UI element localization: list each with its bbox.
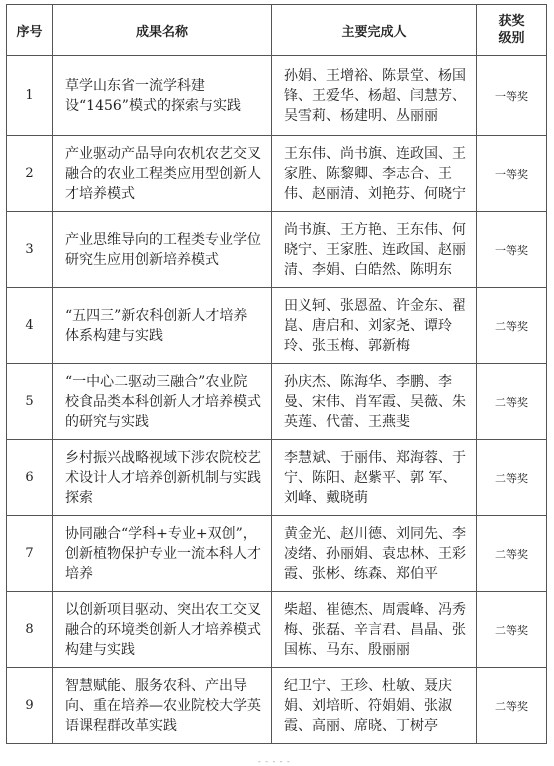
row-index: 9 bbox=[7, 668, 53, 744]
row-index: 4 bbox=[7, 288, 53, 364]
achievement-name: “五四三”新农科创新人才培养体系构建与实践 bbox=[53, 288, 272, 364]
award-level: 二等奖 bbox=[477, 668, 547, 744]
header-people: 主要完成人 bbox=[272, 5, 477, 56]
main-contributors: 柴超、崔德杰、周震峰、冯秀梅、张磊、辛言君、昌晶、张国栋、马东、殷丽丽 bbox=[272, 592, 477, 668]
header-award bbox=[477, 5, 547, 56]
award-level: 二等奖 bbox=[477, 440, 547, 516]
award-level: 二等奖 bbox=[477, 364, 547, 440]
main-contributors: 黄金光、赵川德、刘同先、李凌绪、孙丽娟、袁忠林、王彩霞、张彬、练森、郑伯平 bbox=[272, 516, 477, 592]
main-contributors: 孙娟、王增裕、陈景堂、杨国锋、王爱华、杨超、闫慧芳、吴雪莉、杨建明、丛丽丽 bbox=[272, 56, 477, 136]
row-index: 5 bbox=[7, 364, 53, 440]
row-index: 1 bbox=[7, 56, 53, 136]
achievement-name: 协同融合“学科+专业+双创”，创新植物保护专业一流本科人才培养 bbox=[53, 516, 272, 592]
header-award-line1: 获奖 bbox=[498, 14, 525, 29]
table-row bbox=[7, 212, 547, 288]
award-level: 二等奖 bbox=[477, 592, 547, 668]
table-header-row bbox=[7, 5, 547, 56]
table-row bbox=[7, 364, 547, 440]
award-level: 一等奖 bbox=[477, 56, 547, 136]
award-level: 二等奖 bbox=[477, 516, 547, 592]
main-contributors: 王东伟、尚书旗、连政国、王家胜、陈黎卿、李志合、王伟、赵丽清、刘艳芬、何晓宁 bbox=[272, 136, 477, 212]
table-row bbox=[7, 288, 547, 364]
row-index: 6 bbox=[7, 440, 53, 516]
table-row bbox=[7, 440, 547, 516]
award-level: 一等奖 bbox=[477, 212, 547, 288]
table-row bbox=[7, 592, 547, 668]
award-level: 一等奖 bbox=[477, 136, 547, 212]
main-contributors: 李慧斌、于丽伟、郑海蓉、于宁、陈阳、赵紫平、郭 军、刘峰、戴晓萌 bbox=[272, 440, 477, 516]
table-row bbox=[7, 56, 547, 136]
table-row bbox=[7, 516, 547, 592]
row-index: 8 bbox=[7, 592, 53, 668]
achievement-name: 以创新项目驱动、突出农工交叉融合的环境类创新人才培养模式构建与实践 bbox=[53, 592, 272, 668]
row-index: 7 bbox=[7, 516, 53, 592]
awards-table bbox=[6, 4, 547, 744]
achievement-name: 智慧赋能、服务农科、产出导向、重在培养—农业院校大学英语课程群改革实践 bbox=[53, 668, 272, 744]
page-cut-marks: - - - - - bbox=[258, 757, 291, 766]
main-contributors: 纪卫宁、王珍、杜敏、聂庆娟、刘培昕、符娟娟、张淑霞、高丽、席晓、丁树亭 bbox=[272, 668, 477, 744]
achievement-name: 乡村振兴战略视域下涉农院校艺术设计人才培养创新机制与实践探索 bbox=[53, 440, 272, 516]
header-name: 成果名称 bbox=[53, 5, 272, 56]
main-contributors: 尚书旗、王方艳、王东伟、何晓宁、王家胜、连政国、赵丽清、李娟、白皓然、陈明东 bbox=[272, 212, 477, 288]
award-level: 二等奖 bbox=[477, 288, 547, 364]
achievement-name: 产业驱动产品导向农机农艺交叉融合的农业工程类应用型创新人才培养模式 bbox=[53, 136, 272, 212]
table-row bbox=[7, 136, 547, 212]
achievement-name: 产业思维导向的工程类专业学位研究生应用创新培养模式 bbox=[53, 212, 272, 288]
row-index: 2 bbox=[7, 136, 53, 212]
table-row bbox=[7, 668, 547, 744]
header-award-line2: 级别 bbox=[498, 31, 525, 46]
main-contributors: 孙庆杰、陈海华、李鹏、李曼、宋伟、肖军霞、吴薇、朱英莲、代蕾、王燕斐 bbox=[272, 364, 477, 440]
header-index: 序号 bbox=[7, 5, 53, 56]
main-contributors: 田义轲、张恩盈、许金东、翟崑、唐启和、刘家尧、谭玲玲、张玉梅、郭新梅 bbox=[272, 288, 477, 364]
achievement-name: “一中心二驱动三融合”农业院校食品类本科创新人才培养模式的研究与实践 bbox=[53, 364, 272, 440]
achievement-name: 草学山东省一流学科建设“1456”模式的探索与实践 bbox=[53, 56, 272, 136]
row-index: 3 bbox=[7, 212, 53, 288]
